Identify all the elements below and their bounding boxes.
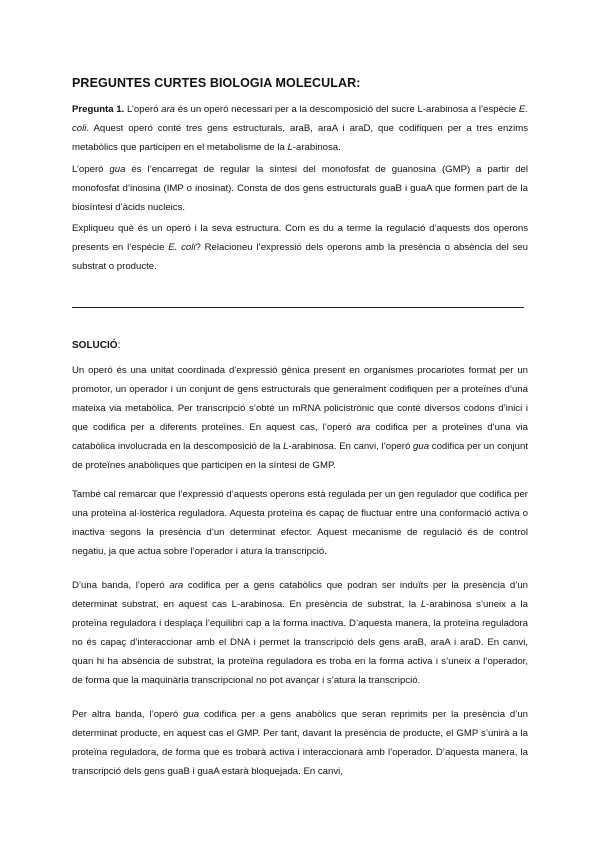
question-paragraph-1: [72, 101, 528, 158]
text-run: D’una banda, l’operó: [72, 580, 170, 591]
solution-heading: [72, 340, 120, 351]
horizontal-divider: [72, 307, 524, 308]
gene-name-italic: gua: [109, 164, 126, 175]
species-name-italic: E. coli: [168, 241, 196, 253]
solution-heading-text: SOLUCIÓ: [72, 340, 118, 351]
text-run: ? Relacioneu l’expressió dels operons amb la presència o absència del seu substrat o producte.: [72, 241, 528, 272]
text-run: és l’encarregat de regular la síntesi del monofosfat de guanosina (GMP) a partir del monofosfat d’inosina (IMP o inosinat). Consta de dos gens estructurals guaB i guaA que formen part de la biosíntesi d’àcids nucleics.: [72, 164, 529, 213]
text-run: . Aquest operó conté tres gens estructurals, araB, araA i araD, que codifiquen per a tres enzims metabòlics que participen en el metabolisme de la: [72, 122, 528, 153]
text-run: L’operó: [72, 164, 110, 175]
solution-paragraph-4: [72, 706, 528, 782]
gene-name-italic: ara: [356, 421, 371, 433]
isomer-prefix-italic: L: [420, 598, 427, 610]
gene-name-italic: ara: [169, 580, 184, 591]
question-paragraph-2: [72, 161, 528, 218]
solution-paragraph-3: [72, 577, 528, 690]
solution-heading-colon: :: [117, 340, 121, 351]
text-run: codifica per a proteïnes d’una via catabòlica involucrada en la descomposició de la: [72, 421, 528, 452]
question-label: Pregunta 1.: [72, 104, 125, 115]
text-run: -arabinosa. En canvi, l’operó: [288, 440, 414, 452]
gene-name-italic: ara: [161, 104, 176, 115]
text-run: -arabinosa s’uneix a la proteïna reguladora i desplaça l’equilibri cap a la forma inactiva. D’aquesta manera, la proteïna reguladora no és capaç d’interaccionar amb el DNA i permet la transcripció dels gens araB, araA i araD. En canvi, quan hi ha absència de substrat, la proteïna reguladora es troba en la forma activa i s’uneix a l’operador, de forma que la maquinària transcripcional no pot avançar i s’atura la transcripció.: [72, 598, 528, 686]
solution-paragraph-2: [72, 486, 528, 562]
text-run: codifica per un conjunt de proteïnes anabòliques que participen en la síntesi de GMP.: [72, 440, 529, 471]
text-run: codifica per a gens catabòlics que podran ser induïts per la presència d’un determinat substrat, en aquest cas L-arabinosa. En presència de substrat, la: [72, 580, 528, 610]
gene-name-italic: gua: [183, 709, 200, 720]
text-run: codifica per a gens anabòlics que seran reprimits per la presència d’un determinat producte, en aquest cas el GMP. Per tant, davant la presència de producte, el GMP s’unirà a la proteïna reguladora, de forma que es trobarà activa i interaccionarà amb l’operador. D’aquesta manera, la transcripció dels gens guaB i guaA estarà bloquejada. En canvi,: [72, 709, 529, 777]
gene-name-italic: gua: [413, 440, 430, 452]
question-paragraph-3: [72, 220, 528, 277]
text-run: és un operó necessari per a la descomposició del sucre L-arabinosa a l’espècie: [175, 104, 519, 115]
text-run: Expliqueu què és un operó i la seva estructura. Com es du a terme la regulació d’aquests dos operons presents en l’espècie: [72, 223, 528, 253]
isomer-prefix-italic: L: [283, 440, 289, 452]
isomer-prefix-italic: L: [287, 141, 293, 153]
species-name-italic: E. coli: [72, 104, 528, 134]
text-run: Per altra banda, l’operó: [72, 709, 184, 720]
text-run: També cal remarcar que l’expressió d’aquests operons està regulada per un gen regulador que codifica per una proteïna al·lostèrica reguladora. Aquesta proteïna és capaç de fluctuar entre una conformació activa o inactiva segons la presència d’un determinat efector. Aquest mecanisme de regulació és de control negatiu, ja que actua sobre l’operador i atura la transcripció.: [72, 489, 528, 557]
solution-paragraph-1: [72, 362, 528, 475]
text-run: Un operó és una unitat coordinada d’expressió gènica present en organismes procariotes format per un promotor, un operador i un conjunt de gens estructurals que generalment codifiquen per a proteïnes d’una mateixa via metabòlica. Per transcripció s’obté un mRNA policistrònic que conté diversos codons d’inici i que codifica per a diferents proteïnes. En aquest cas, l’operó: [72, 365, 528, 433]
text-run: -arabinosa.: [292, 141, 341, 153]
document-title: PREGUNTES CURTES BIOLOGIA MOLECULAR:: [72, 76, 361, 90]
text-run: L’operó: [124, 104, 162, 115]
